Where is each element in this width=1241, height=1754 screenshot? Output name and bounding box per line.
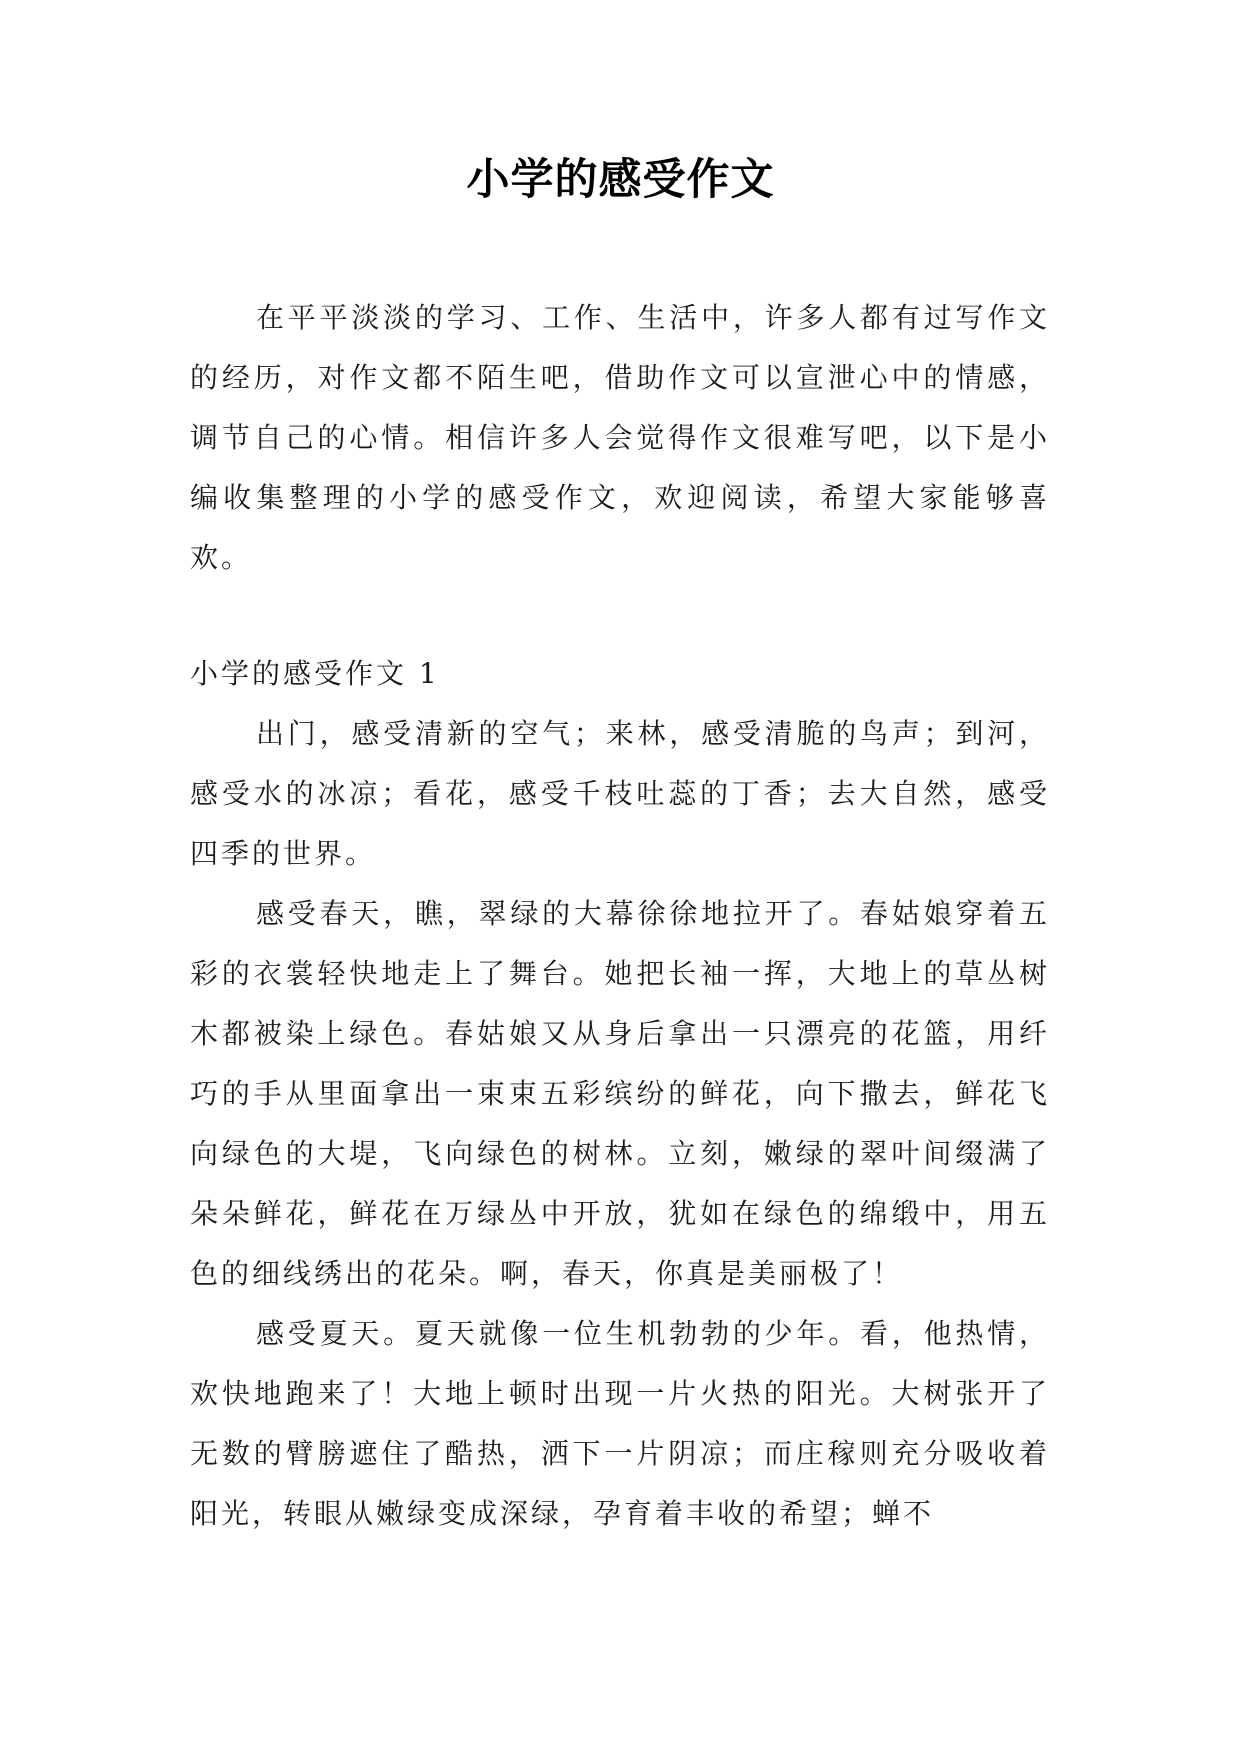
body-paragraph-1: 出门，感受清新的空气；来林，感受清脆的鸟声；到河，感受水的冰凉；看花，感受千枝吐蕊的丁香；去大自然，感受四季的世界。 [190,717,1050,870]
section-heading: 小学的感受作文 1 [190,657,440,690]
document-body [190,288,1050,1544]
body-paragraph-2: 感受春天，瞧，翠绿的大幕徐徐地拉开了。春姑娘穿着五彩的衣裳轻快地走上了舞台。她把长袖一挥，大地上的草丛树木都被染上绿色。春姑娘又从身后拿出一只漂亮的花篮，用纤巧的手从里面拿出一束束五彩缤纷的鲜花，向下撒去，鲜花飞向绿色的大堤，飞向绿色的树林。立刻，嫩绿的翠叶间缀满了朵朵鲜花，鲜花在万绿丛中开放，犹如在绿色的绵缎中，用五色的细线绣出的花朵。啊，春天，你真是美丽极了！ [190,897,1050,1290]
section-spacer [190,588,1050,644]
document-title: 小学的感受作文 [466,155,775,205]
body-paragraph-3: 感受夏天。夏天就像一位生机勃勃的少年。看，他热情，欢快地跑来了！大地上顿时出现一片火热的阳光。大树张开了无数的臂膀遮住了酷热，洒下一片阴凉；而庄稼则充分吸收着阳光，转眼从嫩绿变成深绿，孕育着丰收的希望；蝉不 [190,1317,1050,1530]
intro-paragraph: 在平平淡淡的学习、工作、生活中，许多人都有过写作文的经历，对作文都不陌生吧，借助作文可以宣泄心中的情感，调节自己的心情。相信许多人会觉得作文很难写吧，以下是小编收集整理的小学的感受作文，欢迎阅读，希望大家能够喜欢。 [190,301,1050,574]
